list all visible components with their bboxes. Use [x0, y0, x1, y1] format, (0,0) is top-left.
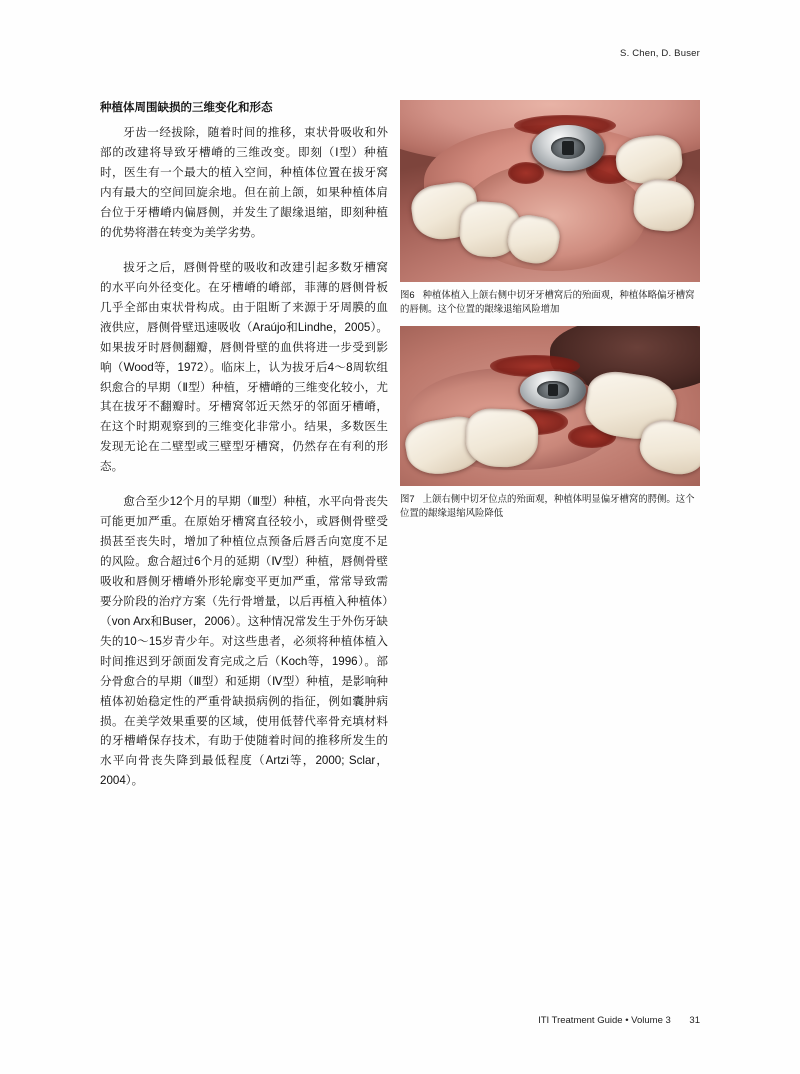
left-text-column — [100, 100, 388, 806]
figure-7 — [400, 326, 700, 520]
figure-6 — [400, 100, 700, 316]
running-head: S. Chen, D. Buser — [620, 48, 700, 59]
implant-screw-slot — [562, 141, 574, 156]
right-figure-column — [400, 100, 700, 530]
clinical-photo-figure-7 — [400, 326, 700, 486]
body-paragraph-2: 拔牙之后，唇侧骨壁的吸收和改建引起多数牙槽窝的水平向外径变化。在牙槽嵴的嵴部，菲薄的唇侧骨板几乎全部由束状骨构成。由于阻断了来源于牙周膜的血液供应，唇侧骨壁迅速吸收（Araújo和Lindhe，2005）。如果拔牙时唇侧翻瓣，唇侧骨壁的血供将进一步受到影响（Wood等，1972）。临床上，认为拔牙后4～8周软组织愈合的早期（Ⅱ型）种植，牙槽嵴的三维变化较小，尤其在拔牙不翻瓣时。牙槽窝邻近天然牙的邻面牙槽嵴，在这个时期观察到的三维变化非常小。结果，多数医生发现无论在二壁型或三壁型牙槽窝，仍然存在有利的形态。 — [100, 260, 388, 474]
dental-implant — [532, 125, 604, 171]
tooth — [465, 408, 539, 468]
body-paragraph-3: 愈合至少12个月的早期（Ⅲ型）种植，水平向骨丧失可能更加严重。在原始牙槽窝直径较小，或唇侧骨壁受损甚至丧失时，增加了种植位点预备后唇舌向宽度不足的风险。愈合超过6个月的延期（Ⅳ型）种植，唇侧骨壁吸收和唇侧牙槽嵴外形轮廓变平更加严重，常常导致需要分阶段的治疗方案（先行骨增量，以后再植入种植体）（von Arx和Buser，2006）。这种情况常发生于外伤牙缺失的10～15岁青少年。对这些患者，必须将种植体植入时间推迟到牙颌面发育完成之后（Koch等，1996）。部分骨愈合的早期（Ⅲ型）和延期（Ⅳ型）种植，是影响种植体初始稳定性的严重骨缺损病例的指征，例如囊肿病损。在美学效果重要的区域，使用低替代率骨充填材料的牙槽嵴保存技术，有助于使随着时间的推移所发生的水平向骨丧失降到最低程度（Artzi等，2000; Sclar，2004）。 — [100, 495, 388, 788]
clinical-photo-figure-6 — [400, 100, 700, 282]
section-title: 种植体周围缺损的三维变化和形态 — [100, 102, 273, 114]
figure-6-number: 图6 — [400, 289, 415, 300]
figure-7-number: 图7 — [400, 493, 415, 505]
footer-title: ITI Treatment Guide • Volume 3 — [538, 1015, 671, 1026]
page-footer — [538, 1015, 700, 1026]
implant-screw-slot — [548, 384, 559, 396]
body-paragraph-1: 牙齿一经拔除，随着时间的推移，束状骨吸收和外部的改建将导致牙槽嵴的三维改变。即刻（Ⅰ型）种植时，医生有一个最大的植入空间，种植体位置在拔牙窝内有最大的空间回旋余地。但在前上颌，如果种植体肩台位于牙槽嵴内偏唇侧，并发生了龈缘退缩，即刻种植的优势将潜在转变为美学劣势。 — [100, 126, 388, 239]
figure-6-caption-text: 种植体植入上颌右侧中切牙牙槽窝后的殆面观，种植体略偏牙槽窝的唇侧。这个位置的龈缘退缩风险增加 — [400, 289, 695, 315]
page-number: 31 — [689, 1015, 700, 1026]
figure-7-caption — [400, 492, 700, 520]
blood-area — [508, 162, 544, 184]
figure-7-caption-text: 上颌右侧中切牙位点的殆面观，种植体明显偏牙槽窝的腭侧。这个位置的龈缘退缩风险降低 — [400, 493, 695, 519]
figure-6-caption — [400, 288, 700, 316]
